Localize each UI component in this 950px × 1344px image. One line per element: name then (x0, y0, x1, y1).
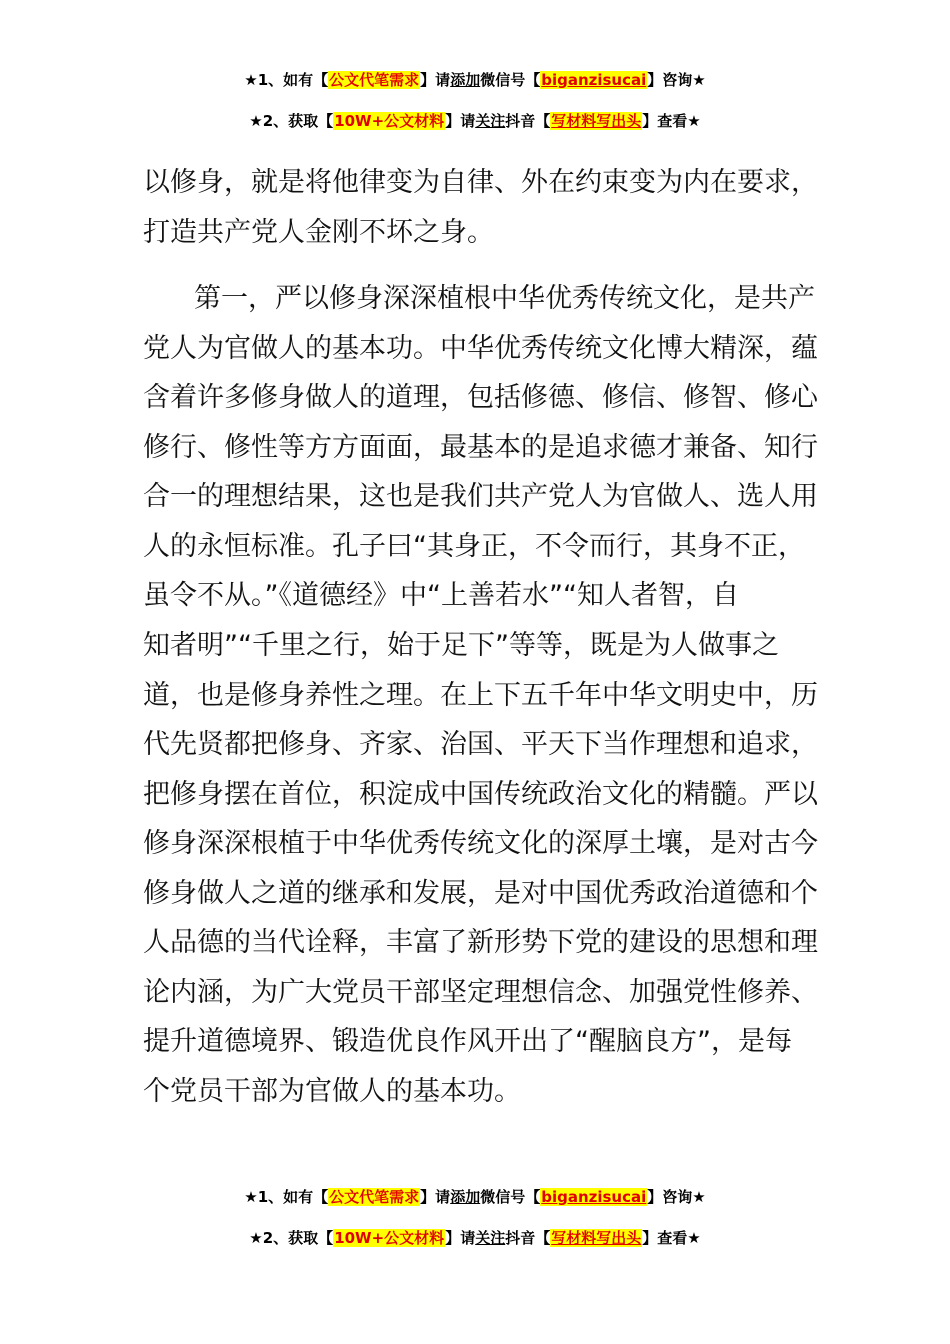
banner-text: 】请 (420, 1188, 451, 1206)
banner-text: 】请 (445, 112, 476, 130)
banner-highlight-service: 公文代笔需求 (329, 71, 420, 89)
body-line: 人的永恒标准。孔子曰“其身正，不令而行，其身不正， (143, 531, 805, 562)
banner-prefix: ★2、获取【 (249, 1229, 334, 1247)
banner-emphasis: 关注 (475, 112, 506, 130)
banner-suffix: 】咨询★ (647, 71, 706, 89)
body-line: 合一的理想结果，这也是我们共产党人为官做人、选人用 (143, 481, 818, 512)
body-line: 代先贤都把修身、齐家、治国、平天下当作理想和追求， (143, 729, 818, 760)
banner-highlight-service: 公文代笔需求 (329, 1188, 420, 1206)
banner-emphasis: 添加 (450, 71, 481, 89)
banner-text: 抖音【 (505, 1229, 551, 1247)
body-line: 把修身摆在首位，积淀成中国传统政治文化的精髓。严以 (143, 779, 818, 810)
bottom-banner-line-2 (0, 1228, 950, 1248)
banner-highlight-wechat-id: biganzisucai (541, 71, 647, 89)
body-line: 修行、修性等方方面面，最基本的是追求德才兼备、知行 (143, 432, 818, 463)
banner-highlight-douyin: 写材料写出头 (551, 112, 642, 130)
banner-text: 抖音【 (505, 112, 551, 130)
body-line: 人品德的当代诠释，丰富了新形势下党的建设的思想和理 (143, 927, 818, 958)
banner-prefix: ★1、如有【 (244, 1188, 329, 1206)
body-line: 个党员干部为官做人的基本功。 (143, 1076, 521, 1107)
banner-suffix: 】查看★ (642, 112, 701, 130)
body-line: 道，也是修身养性之理。在上下五千年中华文明史中，历 (143, 680, 818, 711)
banner-emphasis: 关注 (475, 1229, 506, 1247)
banner-highlight-douyin: 写材料写出头 (551, 1229, 642, 1247)
banner-emphasis: 添加 (450, 1188, 481, 1206)
banner-prefix: ★2、获取【 (249, 112, 334, 130)
bottom-banner-line-1 (0, 1187, 950, 1207)
banner-prefix: ★1、如有【 (244, 71, 329, 89)
body-line: 修身深深根植于中华优秀传统文化的深厚土壤，是对古今 (143, 828, 818, 859)
banner-text: 微信号【 (480, 1188, 541, 1206)
banner-highlight-materials: 10W+公文材料 (334, 1229, 445, 1247)
body-line: 论内涵，为广大党员干部坚定理想信念、加强党性修养、 (143, 977, 818, 1008)
body-line: 虽令不从。”《道德经》中“上善若水”“知人者智，自 (143, 580, 739, 611)
body-line: 以修身，就是将他律变为自律、外在约束变为内在要求， (143, 167, 818, 198)
banner-text: 微信号【 (480, 71, 541, 89)
banner-suffix: 】查看★ (642, 1229, 701, 1247)
paragraph-start-line: 第一，严以修身深深植根中华优秀传统文化，是共产 (194, 283, 815, 314)
top-banner-line-2 (0, 111, 950, 131)
banner-highlight-materials: 10W+公文材料 (334, 112, 445, 130)
banner-suffix: 】咨询★ (647, 1188, 706, 1206)
body-line: 修身做人之道的继承和发展，是对中国优秀政治道德和个 (143, 878, 818, 909)
body-line: 含着许多修身做人的道理，包括修德、修信、修智、修心 (143, 382, 818, 413)
body-line: 打造共产党人金刚不坏之身。 (143, 217, 494, 248)
banner-text: 】请 (445, 1229, 476, 1247)
banner-text: 】请 (420, 71, 451, 89)
body-line: 知者明”“千里之行，始于足下”等等，既是为人做事之 (143, 630, 779, 661)
body-line: 提升道德境界、锻造优良作风开出了“醒脑良方”，是每 (143, 1026, 792, 1057)
top-banner-line-1 (0, 70, 950, 90)
body-line: 党人为官做人的基本功。中华优秀传统文化博大精深，蕴 (143, 333, 818, 364)
banner-highlight-wechat-id: biganzisucai (541, 1188, 647, 1206)
